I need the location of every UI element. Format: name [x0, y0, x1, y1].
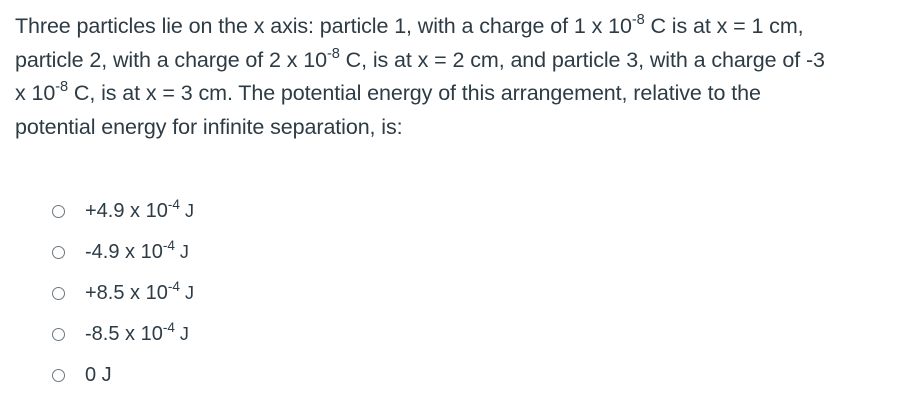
question-line-1-text-end: C is at x = 1 cm,: [644, 14, 804, 38]
answer-option-4[interactable]: [52, 314, 194, 355]
question-line-3-text: x 10: [15, 81, 56, 105]
question-text: [15, 10, 905, 144]
option-unit: J: [179, 324, 189, 344]
option-unit: J: [184, 201, 194, 221]
answer-option-label[interactable]: [85, 237, 189, 264]
answer-option-label[interactable]: [85, 319, 189, 346]
option-mantissa: 0 J: [85, 364, 112, 386]
answer-option-1[interactable]: [52, 191, 194, 232]
radio-button-icon[interactable]: [52, 205, 65, 218]
question-line-3-exponent: -8: [55, 79, 69, 96]
answer-option-label[interactable]: [85, 364, 112, 387]
question-line-1-exponent: -8: [631, 12, 645, 29]
radio-button-icon[interactable]: [52, 328, 65, 341]
option-mantissa: +8.5 x 10: [85, 282, 168, 304]
question-line-2-text-end: C, is at x = 2 cm, and particle 3, with a charge of -3: [339, 47, 825, 72]
question-line-2-text: particle 2, with a charge of 2 x 10: [15, 47, 328, 72]
option-exponent: -4: [162, 319, 175, 335]
question-line-3-text-end: C, is at x = 3 cm. The potential energy of this arrangement, relative to the: [68, 81, 761, 105]
question-line-3: [15, 77, 905, 111]
option-unit: J: [179, 242, 189, 262]
option-exponent: -4: [162, 237, 175, 253]
option-mantissa: +4.9 x 10: [85, 200, 168, 222]
answer-options: [52, 191, 194, 396]
question-line-2: [15, 44, 905, 78]
option-exponent: -4: [167, 278, 180, 294]
option-mantissa: -8.5 x 10: [85, 323, 163, 345]
answer-option-2[interactable]: [52, 232, 194, 273]
radio-button-icon[interactable]: [52, 287, 65, 300]
answer-option-label[interactable]: [85, 196, 194, 223]
question-line-1: [15, 10, 905, 44]
answer-option-3[interactable]: [52, 273, 194, 314]
option-mantissa: -4.9 x 10: [85, 241, 163, 263]
radio-button-icon[interactable]: [52, 246, 65, 259]
option-exponent: -4: [167, 196, 180, 212]
question-line-1-text: Three particles lie on the x axis: particle 1, with a charge of 1 x 10: [15, 14, 632, 38]
answer-option-label[interactable]: [85, 278, 194, 305]
radio-button-icon[interactable]: [52, 369, 65, 382]
question-line-2-exponent: -8: [327, 45, 340, 62]
answer-option-5[interactable]: [52, 355, 194, 396]
question-line-4: potential energy for infinite separation, is:: [15, 114, 403, 139]
option-unit: J: [184, 283, 194, 303]
